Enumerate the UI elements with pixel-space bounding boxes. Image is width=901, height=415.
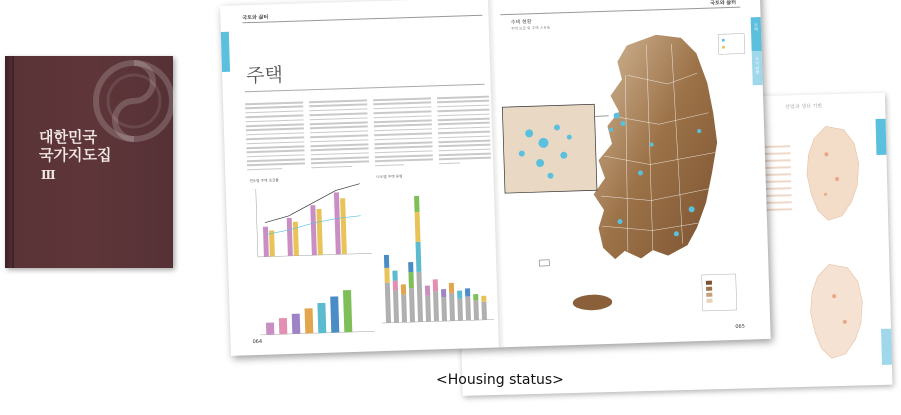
book-title-line1: 대한민국 [39,128,97,146]
housing-type-chart [373,170,496,342]
chart2-bar [266,322,274,334]
chart3-title: 시·도별 주택 유형 [375,174,403,180]
book-title-line2: 국가지도집 [39,146,112,164]
korea-housing-map [496,11,761,339]
side-tab-right-1 [751,17,762,51]
chart1-bar [334,192,341,254]
page-number-right: 065 [735,323,745,330]
capital-inset [502,104,597,193]
chart2-bar [292,314,301,334]
chart1-title: 연도별 주택 보급률 [249,178,279,184]
map-legend [702,274,737,311]
side-tab-left [221,32,230,72]
side-tab-2-label: 주거 현황 [754,57,761,75]
back-page-map-bottom [799,261,872,363]
text-column-1 [245,101,305,173]
chart2-bar [330,296,339,332]
chart1-bar [293,222,299,256]
jeju-island [572,294,612,311]
page-number-left: 064 [252,338,263,346]
chart1-bar [310,205,317,255]
chart2-bar [305,308,314,333]
text-column-2 [309,99,369,171]
map-legend-top [718,34,745,55]
chart1-bar [263,227,269,257]
side-tab-right-2 [752,51,763,85]
chart1-bar [269,230,275,256]
chart3-stacks [382,194,487,323]
housing-supply-chart [247,173,376,267]
back-page-map-top [796,123,869,225]
text-column-3 [373,97,433,169]
back-page-tab-lower [881,329,892,365]
atlas-spread [220,0,771,356]
figure-caption: <Housing status> [436,372,564,388]
housing-count-chart [250,271,378,345]
book-volume: Ⅲ [41,168,56,182]
chart1-bar [316,209,322,255]
back-page-tab [876,119,887,155]
peninsula-shape [588,32,721,260]
map-title: 주택 현황 [510,19,532,26]
header-right: 국토와 삶터 [710,0,737,7]
book-spine [12,56,14,268]
map-subtitle: 주택 보급 및 주택 소유율 [510,25,551,31]
header-rule-left [243,15,483,23]
chart1-bar [287,218,293,256]
book-title [39,128,111,164]
side-tab-1-label: 주택 [753,23,760,32]
book-cover [5,56,173,268]
chart1-bar [340,198,347,254]
text-column-4 [437,96,491,168]
chart2-bar [343,290,352,332]
chart2-bar [279,318,287,334]
back-page-header: 산업과 생산 기반 [785,103,823,111]
north-arrow-box [539,260,549,266]
header-left: 국토와 삶터 [242,14,269,22]
chart2-bar [317,303,326,333]
section-title: 주택 [245,64,284,88]
